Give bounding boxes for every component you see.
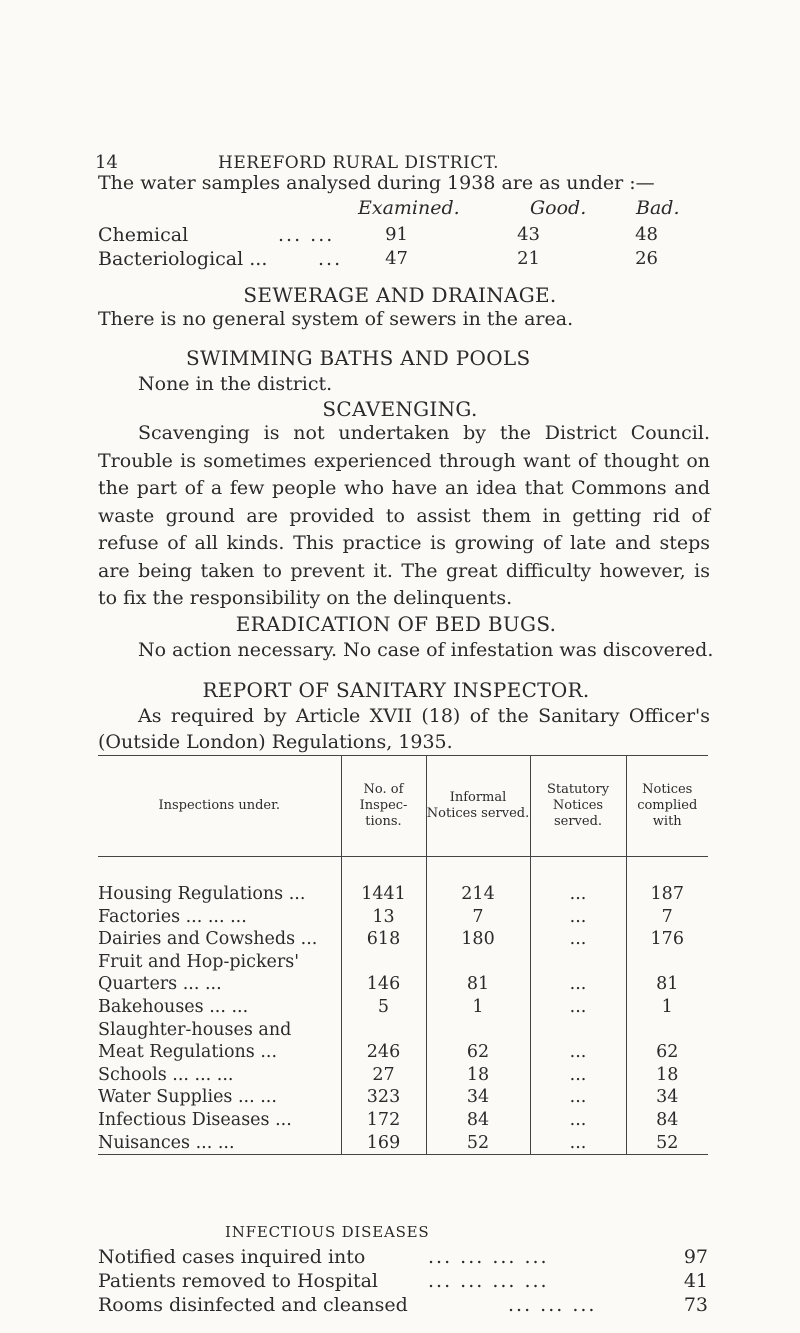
statutory-notices: ... (530, 973, 626, 996)
water-row-examined: 47 (385, 248, 408, 269)
statutory-notices: ... (530, 1109, 626, 1132)
column-header: Statutory Notices served. (530, 756, 626, 857)
statutory-notices (530, 1019, 626, 1042)
inspections-count: 169 (341, 1132, 426, 1155)
water-row-bad: 48 (635, 224, 658, 245)
water-row-dots: ... (318, 248, 343, 270)
infectious-heading: INFECTIOUS DISEASES (225, 1223, 430, 1241)
table-row (98, 951, 708, 974)
notices-complied: 187 (626, 857, 708, 906)
inspections-count: 323 (341, 1086, 426, 1109)
table-row (98, 857, 708, 906)
statutory-notices: ... (530, 1086, 626, 1109)
informal-notices: 81 (426, 973, 530, 996)
inspections-count: 618 (341, 928, 426, 951)
water-row-bad: 26 (635, 248, 658, 269)
informal-notices (426, 1019, 530, 1042)
infectious-row-label: Patients removed to Hospital (98, 1270, 378, 1292)
inspections-count: 1441 (341, 857, 426, 906)
water-row-examined: 91 (385, 224, 408, 245)
notices-complied: 18 (626, 1064, 708, 1087)
notices-complied: 52 (626, 1132, 708, 1155)
sewerage-text: There is no general system of sewers in the area. (98, 308, 574, 330)
row-label: Schools ... ... ... (98, 1064, 234, 1085)
water-header-good: Good. (530, 197, 587, 219)
notices-complied: 81 (626, 973, 708, 996)
notices-complied: 34 (626, 1086, 708, 1109)
informal-notices: 34 (426, 1086, 530, 1109)
infectious-row-value: 73 (683, 1294, 708, 1316)
informal-notices: 18 (426, 1064, 530, 1087)
running-head: HEREFORD RURAL DISTRICT. (218, 153, 500, 173)
inspections-count (341, 951, 426, 974)
row-label: Dairies and Cowsheds ... (98, 929, 318, 950)
row-label: Factories ... ... ... (98, 906, 247, 927)
notices-complied: 1 (626, 996, 708, 1019)
informal-notices: 214 (426, 857, 530, 906)
column-header: Inspections under. (98, 756, 341, 857)
column-header: No. of Inspec- tions. (341, 756, 426, 857)
water-row-good: 21 (517, 248, 540, 269)
statutory-notices (530, 951, 626, 974)
bedbugs-text: No action necessary. No case of infestation was discovered. (138, 639, 714, 661)
water-row-dots: ... ... (278, 224, 335, 246)
informal-notices: 180 (426, 928, 530, 951)
inspector-text: As required by Article XVII (18) of the Sanitary Officer's (Outside London) Regulations, 1935. (98, 705, 710, 753)
informal-notices (426, 951, 530, 974)
infectious-row-label: Rooms disinfected and cleansed (98, 1294, 408, 1316)
table-row (98, 928, 708, 951)
sewerage-heading: SEWERAGE AND DRAINAGE. (243, 283, 557, 307)
water-row-good: 43 (517, 224, 540, 245)
table-row (98, 1086, 708, 1109)
inspections-count: 5 (341, 996, 426, 1019)
table-row (98, 973, 708, 996)
row-label: Slaughter-houses and (98, 1019, 292, 1040)
water-row-label: Chemical (98, 224, 189, 246)
infectious-row-dots: ... ... ... (508, 1294, 597, 1316)
inspections-count: 27 (341, 1064, 426, 1087)
inspections-count: 172 (341, 1109, 426, 1132)
table-row (98, 1064, 708, 1087)
notices-complied (626, 951, 708, 974)
inspector-heading: REPORT OF SANITARY INSPECTOR. (202, 678, 590, 702)
table-row (98, 996, 708, 1019)
statutory-notices: ... (530, 1132, 626, 1155)
scavenging-heading: SCAVENGING. (322, 397, 478, 421)
infectious-row-label: Notified cases inquired into (98, 1246, 366, 1268)
notices-complied: 62 (626, 1041, 708, 1064)
informal-notices: 7 (426, 906, 530, 929)
infectious-row-dots: ... ... ... ... (428, 1270, 549, 1292)
statutory-notices: ... (530, 928, 626, 951)
statutory-notices: ... (530, 857, 626, 906)
statutory-notices: ... (530, 1064, 626, 1087)
inspections-count: 246 (341, 1041, 426, 1064)
informal-notices: 84 (426, 1109, 530, 1132)
infectious-row-value: 41 (683, 1270, 708, 1292)
page-number: 14 (95, 152, 118, 173)
informal-notices: 1 (426, 996, 530, 1019)
row-label: Water Supplies ... ... (98, 1087, 277, 1108)
row-label: Meat Regulations ... (98, 1042, 278, 1063)
row-label: Housing Regulations ... (98, 884, 306, 904)
informal-notices: 52 (426, 1132, 530, 1155)
row-label: Nuisances ... ... (98, 1132, 341, 1155)
water-header-examined: Examined. (358, 197, 460, 219)
row-label: Fruit and Hop-pickers' (98, 951, 300, 972)
table-header-row (98, 756, 708, 857)
baths-heading: SWIMMING BATHS AND POOLS (186, 346, 531, 370)
inspections-count: 13 (341, 906, 426, 929)
informal-notices: 62 (426, 1041, 530, 1064)
statutory-notices: ... (530, 906, 626, 929)
table-row (98, 906, 708, 929)
notices-complied: 7 (626, 906, 708, 929)
bedbugs-heading: ERADICATION OF BED BUGS. (235, 612, 557, 636)
inspections-count (341, 1019, 426, 1042)
row-label: Quarters ... ... (98, 974, 222, 995)
notices-complied: 176 (626, 928, 708, 951)
notices-complied: 84 (626, 1109, 708, 1132)
baths-text: None in the district. (138, 373, 333, 395)
row-label: Bakehouses ... ... (98, 996, 249, 1017)
column-header: Notices complied with (626, 756, 708, 857)
row-label: Infectious Diseases ... (98, 1109, 292, 1130)
water-row-label: Bacteriological ... (98, 248, 268, 270)
scavenging-text: Scavenging is not undertaken by the District Council. Trouble is sometimes experienced through want of thought on the part of a few people who have an idea that Commons and waste ground are provided to assist them in getting rid of refuse of all kinds. This practice is growing of late and steps are being taken to prevent it. The great difficulty however, is to fix the responsibility on the delinquents. (98, 422, 710, 609)
table-row (98, 1109, 708, 1132)
inspections-table (98, 755, 708, 1155)
notices-complied (626, 1019, 708, 1042)
column-header: Informal Notices served. (426, 756, 530, 857)
statutory-notices: ... (530, 996, 626, 1019)
inspections-count: 146 (341, 973, 426, 996)
table-row (98, 1019, 708, 1042)
infectious-row-dots: ... ... ... ... (428, 1246, 549, 1268)
table-row (98, 1132, 708, 1155)
table-row (98, 1041, 708, 1064)
water-header-bad: Bad. (636, 197, 680, 219)
infectious-row-value: 97 (683, 1246, 708, 1268)
statutory-notices: ... (530, 1041, 626, 1064)
inspections-body (98, 857, 708, 1155)
water-intro: The water samples analysed during 1938 are as under :— (98, 172, 655, 194)
